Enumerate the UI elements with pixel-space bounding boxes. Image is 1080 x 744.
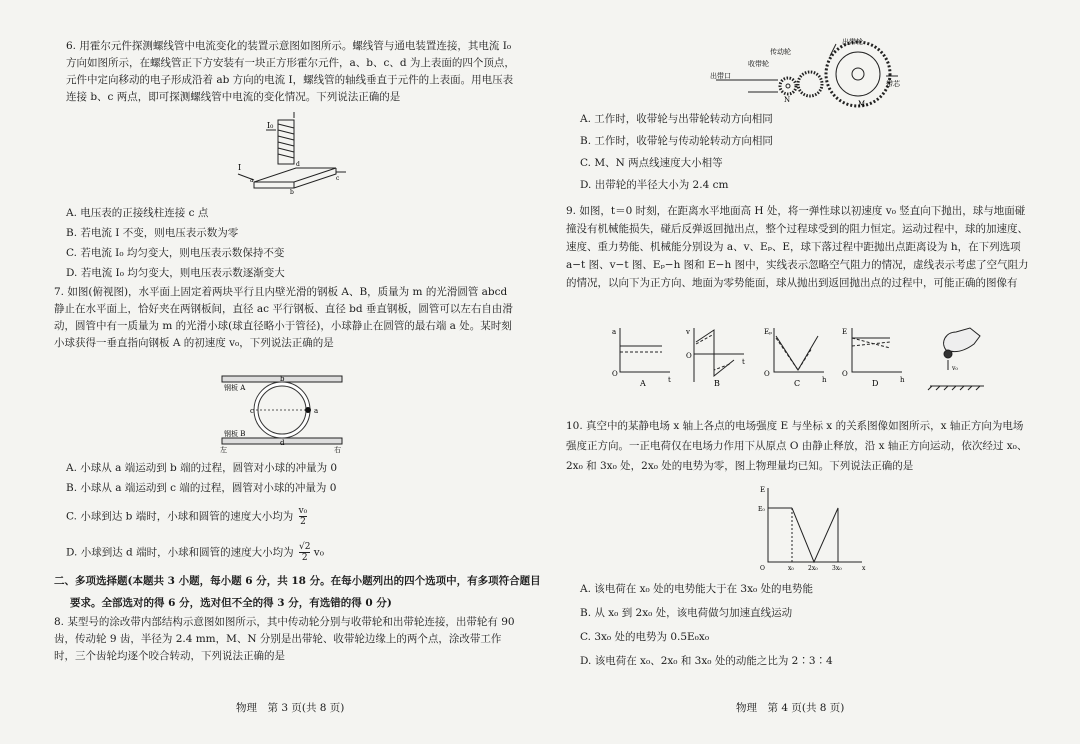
q9-hand-figure: [926, 320, 986, 392]
q8-option-b: B. 工作时，收带轮与传动轮转动方向相同: [580, 135, 773, 147]
section2-line2: 要求。全部选对的得 6 分，选对但不全的得 3 分，有选错的得 0 分): [70, 597, 392, 609]
q9-a-origin: O: [612, 370, 618, 378]
q6-fig-c: c: [336, 175, 340, 182]
q10-fig-x: x: [862, 565, 866, 572]
q6-fig-d: d: [296, 161, 300, 168]
q6-stem: 6. 用霍尔元件探测螺线管中电流变化的装置示意图如图所示。螺线管与通电装置连接，其电流 I₀ 方向如图所示，在螺线管正下方安装有一块正方形霍尔元件，a、b、c、d 为上表面的四个顶点，元件中定向移动的电子形成沿着 ab 方向的电流 I，螺线管的轴线垂直于元件的上表面。用电压表连接 b、c 两点，即可探测螺线管中电流的变化情况。下列说法正确的是: [66, 40, 515, 103]
q6-fig-i: I: [238, 163, 242, 172]
q9-b-origin: O: [686, 352, 692, 360]
right-page: [540, 0, 1080, 744]
q9-graph-b: [684, 324, 748, 388]
q7-option-c: [66, 506, 307, 527]
q7-fig-left: 左: [220, 446, 227, 454]
q6-option-b: B. 若电流 I 不变，则电压表示数为零: [66, 227, 239, 239]
q6-option-d: D. 若电流 I₀ 均匀变大，则电压表示数逐渐变大: [66, 267, 285, 279]
q7-fig-plate-a: 钢板 A: [224, 384, 246, 392]
q8-option-a: A. 工作时，收带轮与出带轮转动方向相同: [580, 113, 773, 125]
q8-fig-out-gear: 出带轮: [842, 38, 863, 46]
q10-fig-x0: x₀: [788, 565, 794, 572]
q10-option-c: C. 3x₀ 处的电势为 0.5E₀x₀: [580, 631, 710, 643]
q7-fig-c: c: [250, 407, 254, 415]
q10-figure: [758, 484, 868, 572]
q10-option-b: B. 从 x₀ 到 2x₀ 处，该电荷做匀加速直线运动: [580, 607, 793, 619]
q7-fig-a: a: [314, 407, 319, 415]
q10-stem: 10. 真空中的某静电场 x 轴上各点的电场强度 E 与坐标 x 的关系图像如图所示，x 轴正方向为电场强度正方向。一正电荷仅在电场力作用下从原点 O 由静止释放，沿 x 轴正方向运动，依次经过 x₀、2x₀ 和 3x₀ 处，2x₀ 处的电势为零，图上物理量均已知。下列说法正确的是: [566, 420, 1028, 472]
q9-d-label: D: [872, 379, 879, 388]
q7-option-a: A. 小球从 a 端运动到 b 端的过程，圆管对小球的冲量为 0: [66, 462, 338, 474]
q9-a-xlabel: t: [668, 376, 671, 384]
q9-d-origin: O: [842, 370, 848, 378]
q9-c-ylabel: Eₚ: [764, 328, 772, 336]
q9-b-ylabel: v: [686, 328, 690, 336]
q9-c-label: C: [794, 379, 801, 388]
q7-option-d-den: 2: [301, 553, 308, 563]
q7-option-c-den: 2: [300, 517, 306, 527]
q8-stem: 8. 某型号的涂改带内部结构示意图如图所示，其中传动轮分别与收带轮和出带轮连接，出带轮有 90 齿，传动轮 9 齿，半径为 2.4 mm，M、N 分别是出带轮、收带轮边缘上的两个点，涂改带工作时，三个齿轮均逐个咬合转动，下列说法正确的是: [54, 616, 515, 662]
q10-fig-e: E: [760, 486, 766, 494]
q8-fig-m: M: [858, 100, 866, 108]
q8-fig-core: 带芯: [886, 80, 900, 88]
q9-b-label: B: [714, 379, 720, 388]
q8-fig-trans: 传动轮: [770, 48, 791, 56]
q8-fig-tape-out: 出带口: [710, 72, 731, 80]
q7-option-c-text: C. 小球到达 b 端时，小球和圆管的速度大小均为: [66, 510, 294, 523]
q10-fig-o: O: [760, 565, 765, 572]
q7-stem: 7. 如图(俯视图)，水平面上固定着两块平行且内壁光滑的钢板 A、B，质量为 m 的光滑圆管 abcd 静止在水平面上，恰好夹在两钢板间，直径 ac 平行钢板、直径 bd 垂直钢板，圆管可以左右自由滑动，圆管中有一质量为 m 的光滑小球(球直径略小于管径)，小球静止在圆管的最右端 a 处。某时刻小球获得一垂直指向钢板 A 的初速度 v₀，下列说法正确的是: [54, 286, 513, 349]
q6-option-c: C. 若电流 I₀ 均匀变大，则电压表示数保持不变: [66, 247, 285, 259]
q9-a-label: A: [640, 379, 646, 388]
q10-fig-e0: E₀: [758, 506, 765, 513]
q9-stem: 9. 如图，t＝0 时刻，在距离水平地面高 H 处，将一弹性球以初速度 v₀ 竖直向下抛出，球与地面碰撞没有机械能损失，碰后反弹返回抛出点，整个过程球受到的阻力恒定。运动过程中，球的加速度、速度、重力势能、机械能分别设为 a、v、Eₚ、E，球下落过程中距抛出点距离设为 h，在下列选项 a−t 图、v−t 图、Eₚ−h 图和 E−h 图中，实线表示忽略空气阻力的情况，虚线表示考虑了空气阻力的情况，以向下为正方向、地面为零势能面，球从抛出到返回抛出点的过程中，可能正确的图像有: [566, 205, 1029, 289]
q7-option-d: [66, 542, 324, 563]
q8-option-c: C. M、N 两点线速度大小相等: [580, 157, 723, 169]
q10-fig-3x0: 3x₀: [832, 565, 842, 572]
q8-fig-n: N: [784, 96, 791, 104]
q6-fig-b: b: [290, 189, 294, 196]
q10-option-d: D. 该电荷在 x₀、2x₀ 和 3x₀ 处的动能之比为 2∶3∶4: [580, 655, 833, 667]
q8-figure: [708, 36, 906, 108]
q7-option-c-num: v₀: [298, 506, 308, 516]
q7-fig-b: b: [280, 375, 285, 383]
footer-left: 物理 第 3 页(共 8 页): [236, 702, 345, 714]
q7-option-b: B. 小球从 a 端运动到 c 端的过程，圆管对小球的冲量为 0: [66, 482, 337, 494]
q7-fig-plate-b: 钢板 B: [224, 430, 246, 438]
q8-option-d: D. 出带轮的半径大小为 2.4 cm: [580, 179, 729, 191]
q6-figure: [236, 110, 346, 198]
q6-fig-a: a: [250, 177, 254, 184]
q9-c-origin: O: [764, 370, 770, 378]
footer-right: 物理 第 4 页(共 8 页): [736, 702, 845, 714]
q9-c-xlabel: h: [822, 376, 827, 384]
section2-line1: 二、多项选择题(本题共 3 小题，每小题 6 分，共 18 分。在每小题列出的四个选项中，有多项符合题目: [54, 575, 541, 587]
q10-fig-2x0: 2x₀: [808, 565, 818, 572]
q9-b-xlabel: t: [742, 358, 745, 366]
q9-graph-d: [840, 324, 906, 388]
q6-fig-i0: I₀: [267, 121, 274, 130]
q7-option-d-num: √2: [298, 542, 311, 552]
q10-option-a: A. 该电荷在 x₀ 处的电势能大于在 3x₀ 处的电势能: [580, 583, 814, 595]
q7-fig-right: 右: [334, 446, 341, 454]
q7-figure: [216, 368, 344, 454]
q9-a-ylabel: a: [612, 328, 617, 336]
q9-d-ylabel: E: [842, 328, 848, 336]
q7-fig-d: d: [280, 439, 285, 447]
q7-option-d-text: D. 小球到达 d 端时，小球和圆管的速度大小均为: [66, 546, 294, 559]
q7-option-d-tail: v₀: [313, 546, 324, 559]
q8-fig-recv: 收带轮: [748, 60, 769, 68]
q6-option-a: A. 电压表的正接线柱连接 c 点: [66, 207, 209, 219]
q9-graph-a: [610, 324, 674, 388]
q9-graph-c: [762, 324, 828, 388]
q9-d-xlabel: h: [900, 376, 905, 384]
q9-hand-v0: v₀: [952, 365, 958, 372]
